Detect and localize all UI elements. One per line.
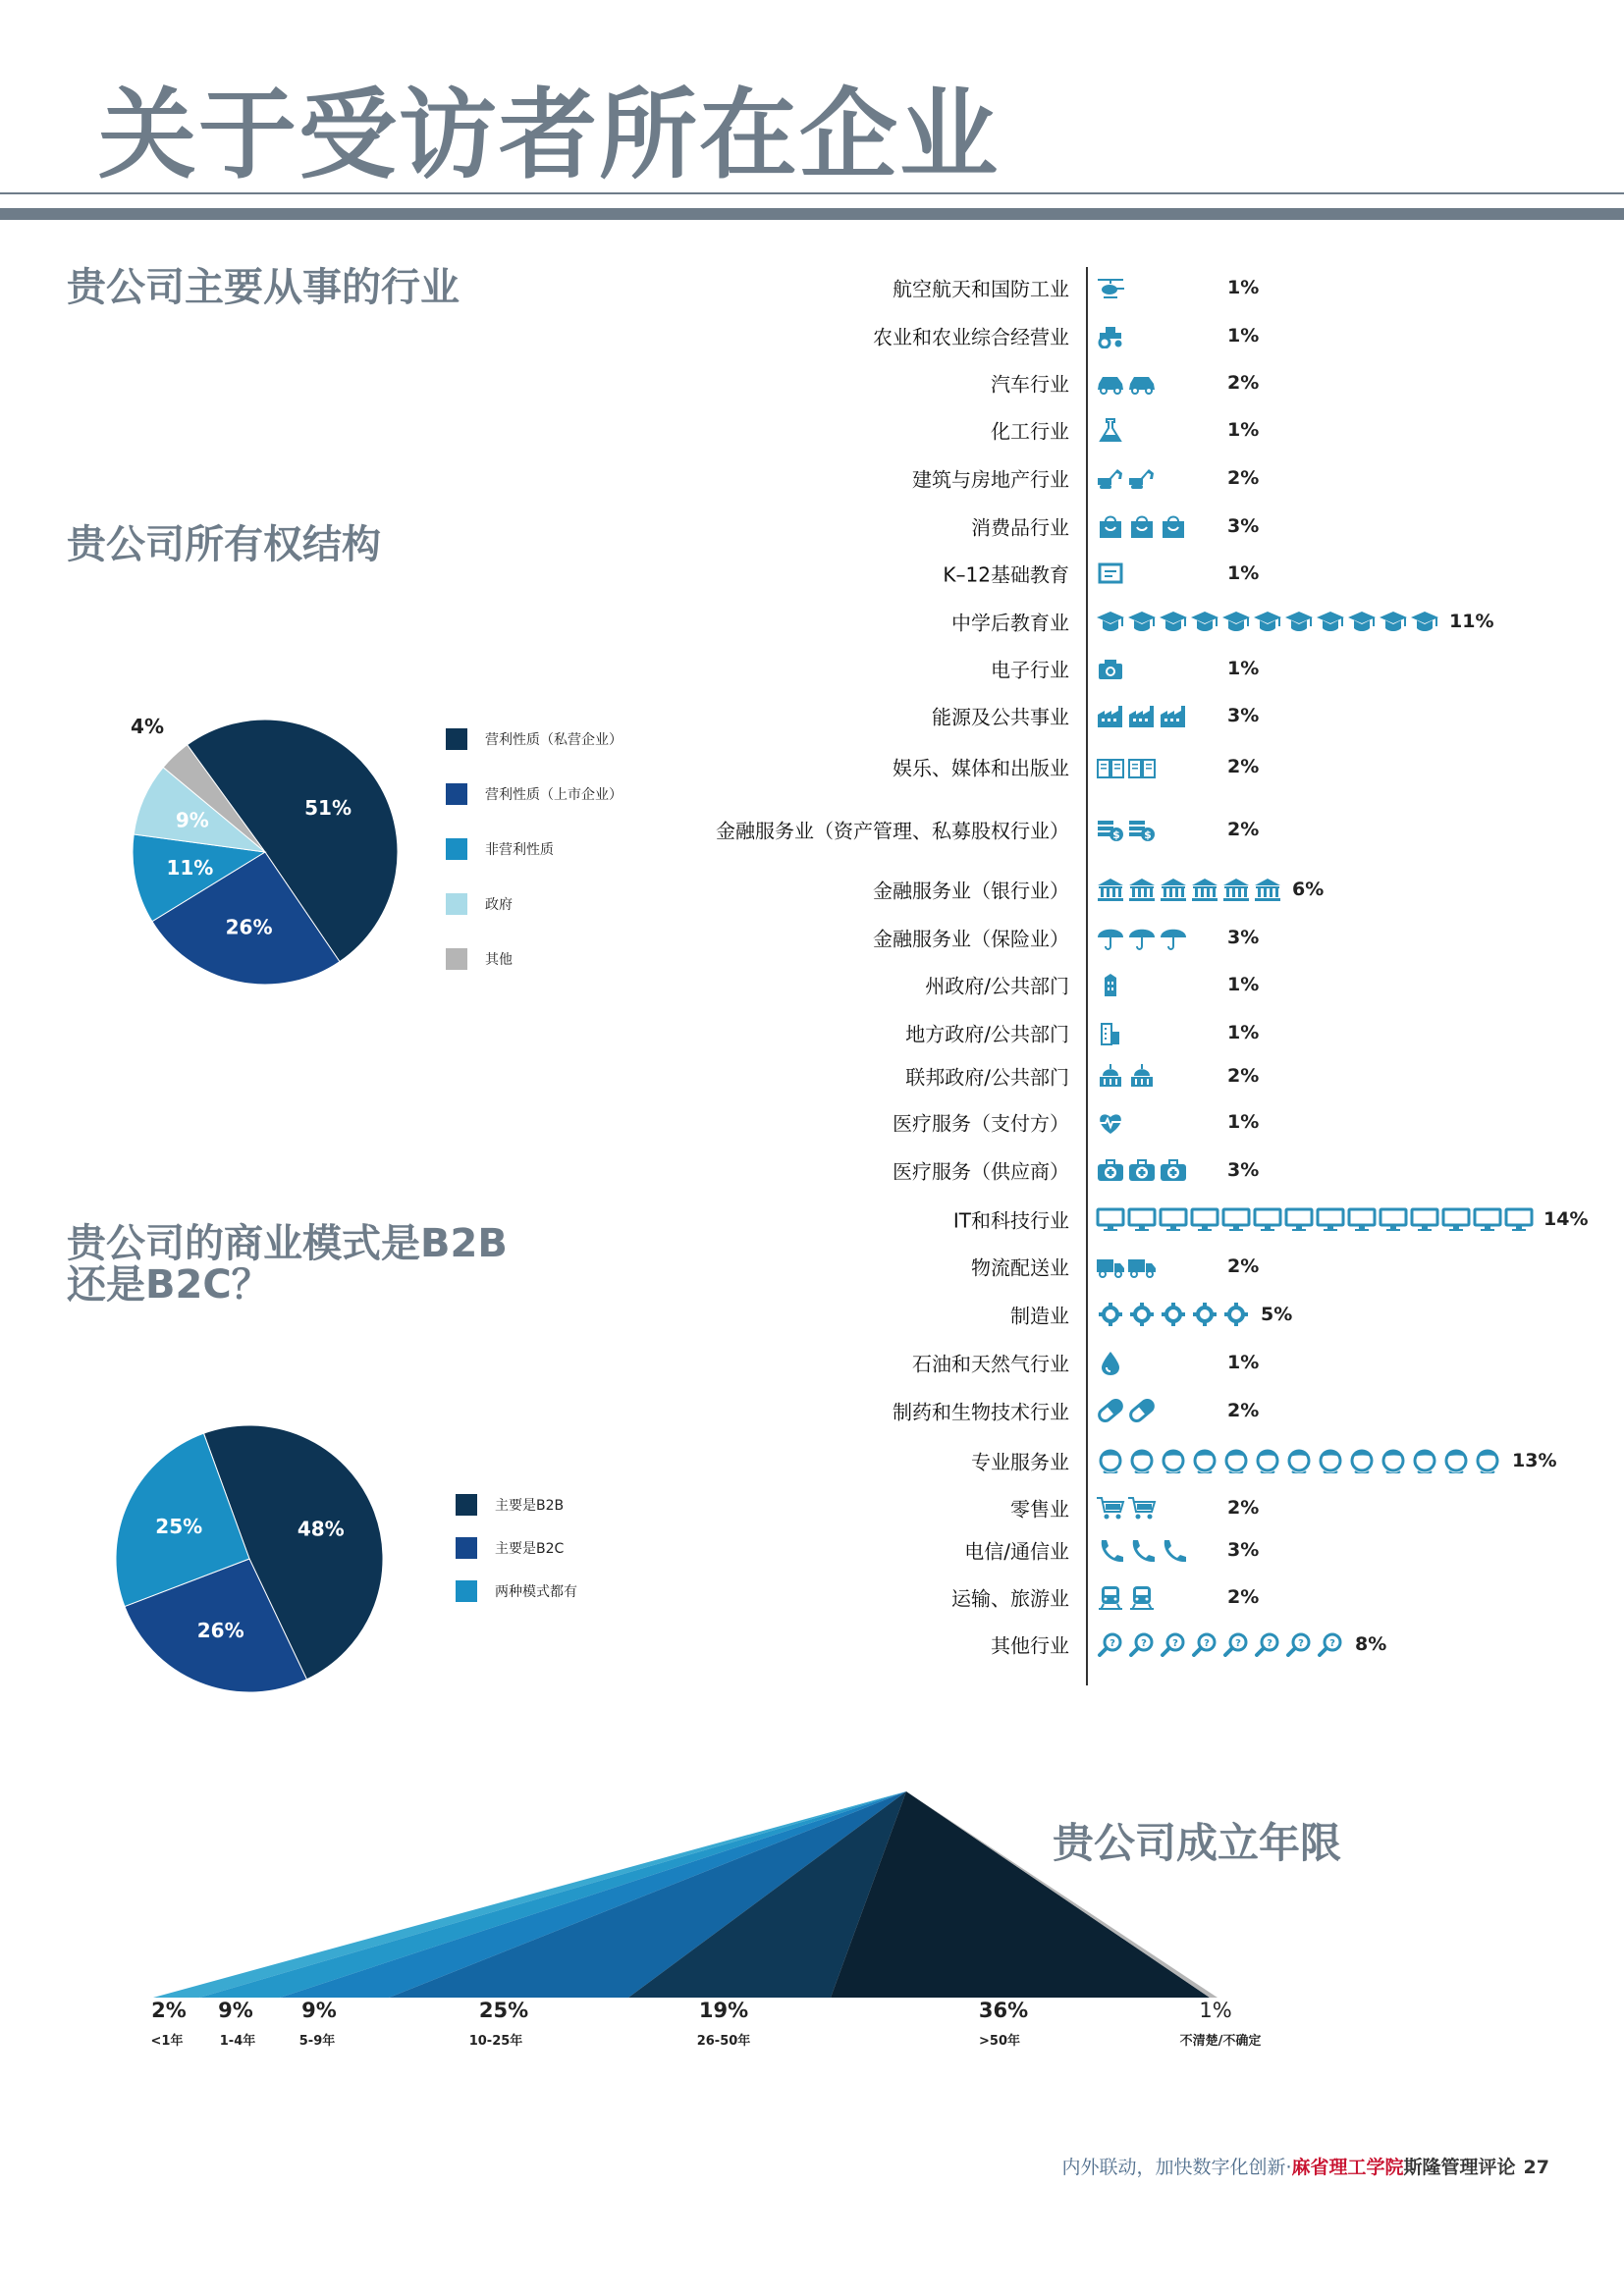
svg-text:$: $ — [1144, 828, 1152, 841]
industry-label: 医疗服务（供应商） — [893, 1159, 1069, 1184]
ownership-legend-item — [446, 783, 623, 805]
footer-mit: 麻省理工学院 — [1291, 2157, 1404, 2178]
graduation-cap-icon — [1190, 609, 1221, 634]
magnifier-question-icon — [1316, 1631, 1347, 1657]
pill-icon — [1096, 1398, 1127, 1423]
shopping-bag-icon — [1096, 513, 1127, 539]
business_model-pie-svg — [98, 1414, 412, 1708]
industry-percent-label: 8% — [1355, 1633, 1387, 1655]
industry-percent-label: 1% — [1227, 562, 1260, 584]
bank-icon — [1159, 877, 1190, 902]
company-age-chart — [0, 1777, 1624, 2012]
title-rule-thick — [0, 208, 1624, 220]
model-title-line2: 还是B2C？ — [67, 1262, 271, 1308]
industry-icon-bar — [1096, 1350, 1127, 1375]
monitor-icon — [1441, 1206, 1473, 1232]
ownership-legend-item — [446, 728, 623, 750]
business_model-slice-label-0: 48% — [297, 1517, 345, 1541]
excavator-icon — [1127, 465, 1159, 491]
gear-icon — [1190, 1302, 1221, 1327]
phone-icon — [1127, 1537, 1159, 1563]
legend-swatch — [456, 1537, 477, 1559]
ownership-legend-item — [446, 948, 513, 970]
age-category-label: 10-25年 — [468, 2034, 523, 2049]
industry-percent-label: 11% — [1449, 611, 1494, 632]
industry-label: 金融服务业（资产管理、私募股权行业） — [716, 819, 1069, 843]
svg-text:?: ? — [1141, 1638, 1147, 1649]
industry-icon-bar — [1096, 513, 1190, 539]
shopping-bag-icon — [1159, 513, 1190, 539]
gear-icon — [1096, 1302, 1127, 1327]
industry-percent-label: 13% — [1512, 1450, 1557, 1471]
industry-percent-label: 2% — [1227, 1497, 1260, 1519]
person-icon — [1253, 1448, 1284, 1473]
legend-swatch — [446, 783, 467, 805]
truck-icon — [1096, 1254, 1127, 1279]
person-icon — [1159, 1448, 1190, 1473]
helicopter-icon — [1096, 275, 1127, 300]
car-icon — [1096, 370, 1127, 396]
industry-percent-label: 3% — [1227, 705, 1260, 726]
person-icon — [1127, 1448, 1159, 1473]
bank-icon — [1221, 877, 1253, 902]
industry-icon-bar — [1096, 1398, 1159, 1423]
legend-swatch — [456, 1494, 477, 1516]
graduation-cap-icon — [1221, 609, 1253, 634]
svg-text:?: ? — [1235, 1638, 1241, 1649]
industry-icon-bar — [1096, 323, 1127, 348]
svg-text:$: $ — [1112, 828, 1120, 841]
industry-label: 联邦政府/公共部门 — [905, 1065, 1069, 1090]
monitor-icon — [1221, 1206, 1253, 1232]
industry-percent-label: 1% — [1227, 419, 1260, 441]
graduation-cap-icon — [1127, 609, 1159, 634]
business_model-slice-label-2: 25% — [155, 1515, 203, 1539]
monitor-icon — [1190, 1206, 1221, 1232]
industry-label: 零售业 — [1010, 1497, 1069, 1522]
heart-pulse-icon — [1096, 1109, 1127, 1135]
industry-percent-label: 1% — [1227, 277, 1260, 298]
model-section-title — [67, 1223, 508, 1306]
age-percent-label: 2% — [151, 1999, 187, 2022]
graduation-cap-icon — [1316, 609, 1347, 634]
book-icon — [1096, 754, 1127, 779]
industry-label: IT和科技行业 — [952, 1208, 1069, 1233]
title-rule-thin — [0, 192, 1624, 194]
industry-label: 医疗服务（支付方） — [893, 1111, 1069, 1136]
person-icon — [1284, 1448, 1316, 1473]
industry-icon-bar — [1096, 370, 1159, 396]
magnifier-question-icon — [1159, 1631, 1190, 1657]
industry-label: 消费品行业 — [971, 515, 1069, 540]
monitor-icon — [1159, 1206, 1190, 1232]
page-number: 27 — [1523, 2157, 1549, 2178]
age-category-label: 不清楚/不确定 — [1179, 2034, 1262, 2049]
person-icon — [1190, 1448, 1221, 1473]
industry-icon-bar — [1096, 877, 1284, 902]
camera-icon — [1096, 656, 1127, 681]
industry-icon-bar — [1096, 1063, 1159, 1089]
industry-label: 农业和农业综合经营业 — [873, 325, 1069, 349]
model-title-line1: 贵公司的商业模式是B2B — [67, 1221, 508, 1266]
graduation-cap-icon — [1347, 609, 1379, 634]
industry-label: 运输、旅游业 — [951, 1586, 1069, 1611]
graduation-cap-icon — [1096, 609, 1127, 634]
industry-icon-bar — [1096, 1537, 1190, 1563]
ownership-legend — [446, 728, 691, 984]
industry-icon-bar — [1096, 465, 1159, 491]
svg-text:?: ? — [1329, 1638, 1335, 1649]
age-percent-label: 9% — [301, 1999, 337, 2022]
person-icon — [1473, 1448, 1504, 1473]
train-icon — [1096, 1584, 1127, 1610]
industry-percent-label: 3% — [1227, 1159, 1260, 1181]
money-icon — [1096, 817, 1127, 842]
business_model-legend-item — [456, 1537, 564, 1559]
age-category-label: 5-9年 — [298, 2034, 336, 2049]
age-percent-label: 9% — [218, 1999, 253, 2022]
magnifier-question-icon — [1190, 1631, 1221, 1657]
svg-text:?: ? — [1267, 1638, 1272, 1649]
person-icon — [1441, 1448, 1473, 1473]
phone-icon — [1096, 1537, 1127, 1563]
industry-label: 金融服务业（银行业） — [873, 879, 1069, 903]
book-icon — [1127, 754, 1159, 779]
business-model-legend — [456, 1494, 652, 1612]
business_model-slice-label-1: 26% — [196, 1619, 244, 1643]
legend-swatch — [446, 728, 467, 750]
industry-percent-label: 1% — [1227, 1352, 1260, 1373]
ownership-slice-label-1: 26% — [225, 915, 273, 939]
capitol-icon — [1096, 1063, 1127, 1089]
factory-icon — [1159, 703, 1190, 728]
industry-icon-bar — [1096, 754, 1159, 779]
page-footer — [1061, 2153, 1549, 2179]
page-title: 关于受访者所在企业 — [98, 78, 1000, 192]
industry-percent-label: 1% — [1227, 1022, 1260, 1043]
industry-icon-bar — [1096, 1631, 1347, 1657]
age-category-label: 1-4年 — [219, 2034, 256, 2049]
legend-label: 主要是B2C — [495, 1541, 565, 1557]
umbrella-icon — [1096, 925, 1127, 950]
business_model-legend-item — [456, 1494, 564, 1516]
magnifier-question-icon — [1284, 1631, 1316, 1657]
industry-label: 专业服务业 — [971, 1450, 1069, 1474]
graduation-cap-icon — [1253, 609, 1284, 634]
legend-swatch — [446, 838, 467, 860]
industry-label: 航空航天和国防工业 — [893, 277, 1069, 301]
flask-icon — [1096, 417, 1127, 443]
age-section-title: 贵公司成立年限 — [1053, 1819, 1342, 1867]
svg-text:?: ? — [1172, 1638, 1178, 1649]
ownership-pie-svg — [98, 687, 471, 1021]
industry-icon-bar — [1096, 925, 1190, 950]
age-percent-label: 25% — [478, 1999, 529, 2022]
industry-percent-label: 3% — [1227, 1539, 1260, 1561]
car-icon — [1127, 370, 1159, 396]
graduation-cap-icon — [1159, 609, 1190, 634]
industry-label: 金融服务业（保险业） — [873, 927, 1069, 951]
industry-percent-label: 2% — [1227, 467, 1260, 489]
legend-label: 非营利性质 — [485, 842, 554, 858]
tractor-icon — [1096, 323, 1127, 348]
industry-label: 能源及公共事业 — [932, 705, 1069, 729]
industry-icon-bar — [1096, 1302, 1253, 1327]
industry-label: K–12基础教育 — [943, 562, 1069, 587]
industry-label: 娱乐、媒体和出版业 — [893, 756, 1069, 780]
industry-label: 其他行业 — [991, 1633, 1069, 1658]
age-category-label: 26-50年 — [696, 2034, 751, 2049]
industry-percent-label: 2% — [1227, 756, 1260, 777]
monitor-icon — [1127, 1206, 1159, 1232]
industry-icon-bar — [1096, 275, 1127, 300]
ownership-pie-chart — [98, 687, 471, 1021]
medical-kit-icon — [1127, 1157, 1159, 1183]
industry-label: 汽车行业 — [991, 372, 1069, 397]
factory-icon — [1096, 703, 1127, 728]
industry-icon-bar — [1096, 1157, 1190, 1183]
medical-kit-icon — [1096, 1157, 1127, 1183]
industry-label: 中学后教育业 — [951, 611, 1069, 635]
factory-icon — [1127, 703, 1159, 728]
truck-icon — [1127, 1254, 1159, 1279]
monitor-icon — [1410, 1206, 1441, 1232]
legend-label: 政府 — [485, 897, 513, 913]
age-category-label: >50年 — [979, 2034, 1020, 2049]
industry-percent-label: 2% — [1227, 819, 1260, 840]
legend-swatch — [446, 948, 467, 970]
industry-label: 州政府/公共部门 — [925, 974, 1069, 998]
graduation-cap-icon — [1379, 609, 1410, 634]
umbrella-icon — [1127, 925, 1159, 950]
industry-icon-bar — [1096, 1448, 1504, 1473]
industry-icon-bar — [1096, 561, 1127, 586]
footer-publication: 斯隆管理评论 — [1403, 2157, 1516, 2178]
ownership-slice-label-2: 11% — [166, 856, 214, 881]
legend-swatch — [446, 893, 467, 915]
industry-percent-label: 14% — [1543, 1208, 1589, 1230]
pill-icon — [1127, 1398, 1159, 1423]
industry-label: 地方政府/公共部门 — [905, 1022, 1069, 1046]
medical-kit-icon — [1159, 1157, 1190, 1183]
industry-percent-label: 3% — [1227, 927, 1260, 948]
industry-percent-label: 1% — [1227, 325, 1260, 347]
monitor-icon — [1316, 1206, 1347, 1232]
oil-drop-icon — [1096, 1350, 1127, 1375]
ownership-slice-label-4: 4% — [131, 714, 165, 738]
industry-percent-label: 5% — [1261, 1304, 1293, 1325]
chalkboard-icon — [1096, 561, 1127, 586]
legend-swatch — [456, 1580, 477, 1602]
bank-icon — [1253, 877, 1284, 902]
business_model-legend-item — [456, 1580, 577, 1602]
industry-icon-bar — [1096, 703, 1190, 728]
industry-percent-label: 6% — [1292, 879, 1325, 900]
svg-text:?: ? — [1204, 1638, 1210, 1649]
industry-percent-label: 2% — [1227, 372, 1260, 394]
ownership-legend-item — [446, 893, 513, 915]
bank-icon — [1127, 877, 1159, 902]
person-icon — [1221, 1448, 1253, 1473]
umbrella-icon — [1159, 925, 1190, 950]
ownership-slice-label-0: 51% — [304, 795, 352, 820]
monitor-icon — [1096, 1206, 1127, 1232]
gear-icon — [1221, 1302, 1253, 1327]
industry-label: 电信/通信业 — [964, 1539, 1069, 1564]
industry-label: 石油和天然气行业 — [912, 1352, 1069, 1376]
industry-section-title: 贵公司主要从事的行业 — [67, 265, 460, 310]
industry-icon-bar — [1096, 1109, 1127, 1135]
industry-percent-label: 2% — [1227, 1065, 1260, 1087]
graduation-cap-icon — [1410, 609, 1441, 634]
monitor-icon — [1284, 1206, 1316, 1232]
bank-icon — [1190, 877, 1221, 902]
capitol-icon — [1127, 1063, 1159, 1089]
industry-percent-label: 3% — [1227, 515, 1260, 537]
svg-text:?: ? — [1298, 1638, 1304, 1649]
ownership-legend-item — [446, 838, 554, 860]
industry-label: 制药和生物技术行业 — [893, 1400, 1069, 1424]
cart-icon — [1096, 1495, 1127, 1521]
industry-icon-bar — [1096, 817, 1159, 842]
industry-percent-label: 2% — [1227, 1586, 1260, 1608]
gear-icon — [1127, 1302, 1159, 1327]
industry-icon-bar — [1096, 1495, 1159, 1521]
legend-label: 两种模式都有 — [495, 1584, 577, 1600]
shopping-bag-icon — [1127, 513, 1159, 539]
monitor-icon — [1379, 1206, 1410, 1232]
local-building-icon — [1096, 1020, 1127, 1045]
monitor-icon — [1504, 1206, 1536, 1232]
money-icon — [1127, 817, 1159, 842]
industry-icon-bar — [1096, 1206, 1536, 1232]
magnifier-question-icon — [1127, 1631, 1159, 1657]
industry-icon-bar — [1096, 1584, 1159, 1610]
age-percent-label: 1% — [1199, 1999, 1232, 2022]
industry-icon-bar — [1096, 972, 1127, 997]
industry-label: 电子行业 — [991, 658, 1069, 682]
age-category-label: <1年 — [150, 2034, 184, 2049]
industry-percent-label: 1% — [1227, 658, 1260, 679]
bank-icon — [1096, 877, 1127, 902]
industry-percent-label: 1% — [1227, 974, 1260, 995]
industry-percent-label: 1% — [1227, 1111, 1260, 1133]
legend-label: 营利性质（私营企业） — [485, 732, 623, 748]
monitor-icon — [1347, 1206, 1379, 1232]
excavator-icon — [1096, 465, 1127, 491]
industry-label: 物流配送业 — [971, 1255, 1069, 1280]
industry-axis-line — [1086, 267, 1088, 1685]
ownership-slice-label-3: 9% — [175, 808, 209, 832]
legend-label: 其他 — [485, 952, 513, 968]
age-percent-label: 19% — [698, 1999, 749, 2022]
industry-icon-bar — [1096, 609, 1441, 634]
magnifier-question-icon — [1221, 1631, 1253, 1657]
industry-label: 制造业 — [1010, 1304, 1069, 1328]
monitor-icon — [1253, 1206, 1284, 1232]
industry-icon-bar — [1096, 656, 1127, 681]
person-icon — [1096, 1448, 1127, 1473]
graduation-cap-icon — [1284, 609, 1316, 634]
train-icon — [1127, 1584, 1159, 1610]
industry-icon-bar — [1096, 417, 1127, 443]
industry-icon-bar — [1096, 1020, 1127, 1045]
industry-label: 建筑与房地产行业 — [912, 467, 1069, 492]
person-icon — [1379, 1448, 1410, 1473]
person-icon — [1347, 1448, 1379, 1473]
age-percent-label: 36% — [978, 1999, 1029, 2022]
legend-label: 主要是B2B — [495, 1498, 565, 1514]
state-building-icon — [1096, 972, 1127, 997]
legend-label: 营利性质（上市企业） — [485, 787, 623, 803]
ownership-section-title: 贵公司所有权结构 — [67, 522, 381, 567]
footer-tagline: 内外联动，加快数字化创新· — [1061, 2157, 1292, 2178]
monitor-icon — [1473, 1206, 1504, 1232]
svg-text:?: ? — [1110, 1638, 1115, 1649]
person-icon — [1316, 1448, 1347, 1473]
industry-percent-label: 2% — [1227, 1255, 1260, 1277]
phone-icon — [1159, 1537, 1190, 1563]
gear-icon — [1159, 1302, 1190, 1327]
industry-icon-bar — [1096, 1254, 1159, 1279]
cart-icon — [1127, 1495, 1159, 1521]
magnifier-question-icon — [1096, 1631, 1127, 1657]
industry-label: 化工行业 — [991, 419, 1069, 444]
person-icon — [1410, 1448, 1441, 1473]
magnifier-question-icon — [1253, 1631, 1284, 1657]
industry-percent-label: 2% — [1227, 1400, 1260, 1421]
business-model-pie-chart — [98, 1414, 412, 1708]
